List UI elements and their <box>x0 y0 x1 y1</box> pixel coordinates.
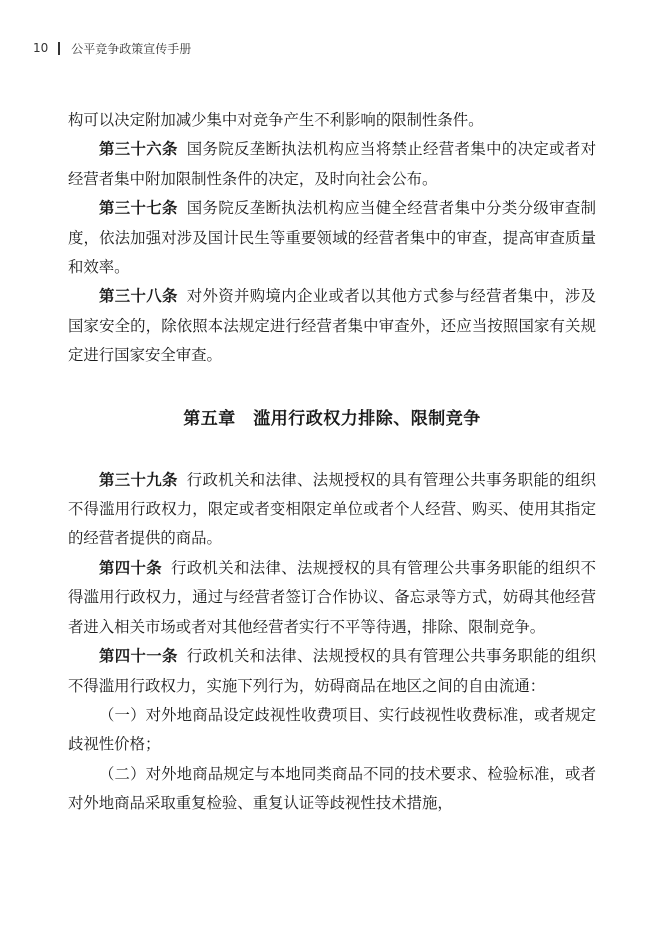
page-body <box>68 106 596 819</box>
article-number: 第四十一条 <box>99 647 178 666</box>
article-40 <box>68 554 596 642</box>
list-item-text: （一）对外地商品设定歧视性收费项目、实行歧视性收费标准，或者规定歧视性价格； <box>68 705 596 754</box>
header-divider <box>58 42 60 55</box>
article-number: 第三十六条 <box>99 140 178 159</box>
paragraph-text: 构可以决定附加减少集中对竞争产生不利影响的限制性条件。 <box>68 111 484 129</box>
list-item-text: （二）对外地商品规定与本地同类商品不同的技术要求、检验标准，或者对外地商品采取重复检验、重复认证等歧视性技术措施， <box>68 764 596 813</box>
chapter-title: 第五章 滥用行政权力排除、限制竞争 <box>183 408 481 429</box>
page-header <box>33 38 191 58</box>
article-text: 对外资并购境内企业或者以其他方式参与经营者集中，涉及国家安全的，除依照本法规定进行经营者集中审查外，还应当按照国家有关规定进行国家安全审查。 <box>68 287 596 365</box>
article-number: 第三十八条 <box>99 287 178 306</box>
article-text: 行政机关和法律、法规授权的具有管理公共事务职能的组织不得滥用行政权力，通过与经营者签订合作协议、备忘录等方式，妨碍其他经营者进入相关市场或者对其他经营者实行不平等待遇，排除、限制竞争。 <box>68 558 596 636</box>
article-number: 第三十七条 <box>99 199 178 218</box>
article-37 <box>68 194 596 282</box>
page-number: 10 <box>33 41 49 55</box>
article-text: 国务院反垄断执法机构应当健全经营者集中分类分级审查制度，依法加强对涉及国计民生等重要领域的经营者集中的审查，提高审查质量和效率。 <box>68 199 596 277</box>
article-41 <box>68 642 596 701</box>
article-38 <box>68 282 596 370</box>
article-number: 第四十条 <box>99 558 163 577</box>
article-39 <box>68 466 596 554</box>
list-item <box>68 760 596 819</box>
article-text: 行政机关和法律、法规授权的具有管理公共事务职能的组织不得滥用行政权力，实施下列行为，妨碍商品在地区之间的自由流通： <box>68 647 596 695</box>
article-text: 行政机关和法律、法规授权的具有管理公共事务职能的组织不得滥用行政权力，限定或者变相限定单位或者个人经营、购买、使用其指定的经营者提供的商品。 <box>68 470 596 548</box>
paragraph-continued <box>68 106 596 135</box>
article-number: 第三十九条 <box>99 470 178 489</box>
article-36 <box>68 135 596 194</box>
article-text: 国务院反垄断执法机构应当将禁止经营者集中的决定或者对经营者集中附加限制性条件的决定，及时向社会公布。 <box>68 140 596 188</box>
list-item <box>68 701 596 760</box>
book-title: 公平竞争政策宣传手册 <box>71 41 192 56</box>
